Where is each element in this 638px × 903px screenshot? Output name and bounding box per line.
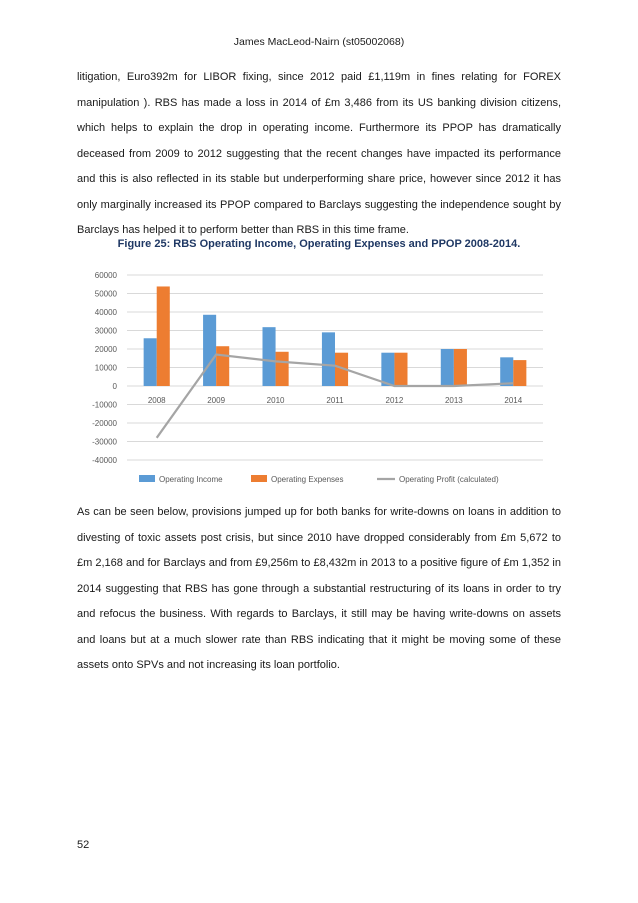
y-tick-label: -20000 <box>92 419 117 428</box>
x-tick-label: 2012 <box>385 396 404 405</box>
legend-swatch <box>139 475 155 482</box>
bar-operating-expenses-2012 <box>394 353 407 386</box>
y-tick-label: -40000 <box>92 456 117 465</box>
y-tick-label: 60000 <box>94 271 117 280</box>
y-tick-label: 40000 <box>94 308 117 317</box>
x-tick-label: 2014 <box>504 396 523 405</box>
x-tick-label: 2013 <box>444 396 463 405</box>
figure-chart <box>77 258 561 498</box>
bar-operating-income-2013 <box>441 349 454 386</box>
body-paragraph-1: litigation, Euro392m for LIBOR fixing, since 2012 paid £1,119m in fines relating for FOREX manipulation ). RBS has made a loss in 2014 of £m 3,486 from its US banking division citizens, which helps to explain the drop in operating income. Furthermore its PPOP has dramatically deceased from 2009 to 2012 suggesting that the recent changes have impacted its performance and this is also reflected in its stable but underperforming share price, however since 2012 it has only marginally increased its PPOP compared to Barclays suggesting the independence sought by Barclays has helped it to perform better than RBS in this time frame. <box>77 71 561 236</box>
x-tick-label: 2010 <box>266 396 285 405</box>
bar-operating-expenses-2014 <box>513 360 526 386</box>
bar-operating-expenses-2009 <box>216 346 229 386</box>
legend-label: Operating Expenses <box>271 475 344 484</box>
bar-operating-expenses-2010 <box>276 352 289 386</box>
bar-operating-income-2008 <box>144 338 157 386</box>
y-tick-label: 10000 <box>94 363 117 373</box>
body-paragraph-2: As can be seen below, provisions jumped up for both banks for write-downs on loans in addition to divesting of toxic assets post crisis, but since 2010 have dropped considerably from £m 5,672 to £m 2,168 and for Barclays and from £9,256m to £8,432m in 2013 to a positive figure of £m 1,352 in 2014 suggesting that RBS has gone through a substantial restructuring of its loans in order to try and refocus the business. With regards to Barclays, it still may be having write-downs on assets and loans but at a much slower rate than RBS indicating that it might be moving some of these assets onto SPVs and not increasing its loan portfolio. <box>77 506 561 671</box>
bar-operating-income-2009 <box>203 315 216 386</box>
chart-svg <box>77 258 561 498</box>
bar-operating-income-2014 <box>500 357 513 386</box>
bar-operating-expenses-2008 <box>157 286 170 386</box>
y-tick-label: 30000 <box>94 326 117 336</box>
figure-caption: Figure 25: RBS Operating Income, Operating Expenses and PPOP 2008-2014. <box>117 238 521 250</box>
x-tick-label: 2008 <box>147 396 166 405</box>
y-tick-label: 0 <box>112 382 117 391</box>
y-tick-label: 20000 <box>94 345 117 354</box>
legend-swatch <box>251 475 267 482</box>
legend-label: Operating Profit (calculated) <box>399 475 499 484</box>
bar-operating-income-2011 <box>322 332 335 386</box>
y-tick-label: -30000 <box>92 437 117 447</box>
page-header: James MacLeod-Nairn (st05002068) <box>233 36 405 48</box>
y-tick-label: 50000 <box>94 289 117 299</box>
x-tick-label: 2009 <box>207 396 226 405</box>
bar-operating-income-2010 <box>262 327 275 386</box>
bar-operating-expenses-2013 <box>454 349 467 386</box>
legend-label: Operating Income <box>159 475 223 484</box>
x-tick-label: 2011 <box>326 396 344 405</box>
page-number: 52 <box>77 839 90 851</box>
y-tick-label: -10000 <box>92 400 117 410</box>
bar-operating-income-2012 <box>381 353 394 386</box>
